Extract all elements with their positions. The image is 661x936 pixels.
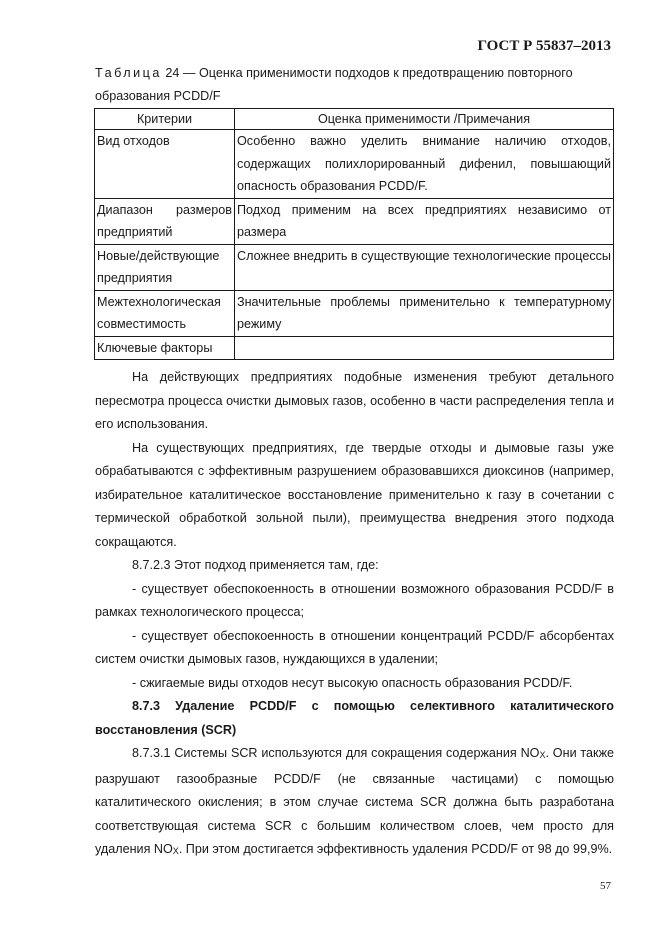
table-row (95, 336, 614, 360)
table-row (95, 244, 614, 290)
subscript: X (539, 750, 546, 760)
page-number: 57 (600, 880, 611, 892)
table-header-row (95, 109, 614, 130)
note-cell: Подход применим на всех предприятиях независимо от размера (235, 198, 614, 244)
list-item: - сжигаемые виды отходов несут высокую опасность образования PCDD/F. (132, 675, 573, 690)
paragraph-part: . Они также разрушают газообразные PCDD/F (не связанные частицами) с помощью каталитического окисления; в этом случае система SCR должна быть разработана соответствующая система SCR с большим количеством слоев, чем просто для удаления NO (95, 746, 614, 856)
paragraph: На существующих предприятиях, где твердые отходы и дымовые газы уже обрабатываются с эффективным разрушением образовавшихся диоксинов (например, избирательное каталитическое восстановление применительно к газу в сочетании с термической обработкой зольной пыли), преимущества внедрения этого подхода сокращаются. (95, 440, 614, 549)
criterion-cell: Ключевые факторы (95, 336, 235, 360)
table-caption-prefix: Таблица (95, 66, 162, 80)
criterion-cell: Вид отходов (95, 130, 235, 199)
criterion-cell: Межтехнологическая совместимость (95, 290, 235, 336)
paragraph: На действующих предприятиях подобные изменения требуют детального пересмотра процесса очистки дымовых газов, особенно в части распределения тепла и его использования. (95, 370, 614, 431)
table-row (95, 290, 614, 336)
paragraph-part: 8.7.3.1 Системы SCR используются для сокращения содержания NO (132, 746, 540, 760)
paragraph: 8.7.2.3 Этот подход применяется там, где: (132, 558, 379, 572)
note-cell (235, 336, 614, 360)
table-row (95, 198, 614, 244)
subscript: X (172, 846, 179, 856)
paragraph (95, 742, 614, 864)
criterion-cell: Новые/действующие предприятия (95, 244, 235, 290)
paragraph-part: . При этом достигается эффективность удаления PCDD/F от 98 до 99,9%. (178, 842, 613, 856)
section-heading: 8.7.3 Удаление PCDD/F с помощью селективного каталитического восстановления (SCR) (95, 699, 614, 737)
note-cell: Сложнее внедрить в существующие технологические процессы (235, 244, 614, 290)
standard-header: ГОСТ Р 55837–2013 (477, 38, 611, 54)
column-header-assessment: Оценка применимости /Примечания (235, 109, 614, 130)
body-text (95, 366, 614, 864)
table-row (95, 130, 614, 199)
table-caption (95, 62, 613, 107)
criterion-cell: Диапазон размеров предприятий (95, 198, 235, 244)
note-cell: Особенно важно уделить внимание наличию отходов, содержащих полихлорированный дифенил, повышающий опасность образования PCDD/F. (235, 130, 614, 199)
applicability-table (94, 108, 614, 360)
list-item: - существует обеспокоенность в отношении концентраций PCDD/F абсорбентах систем очистки дымовых газов, нуждающихся в удалении; (95, 628, 614, 666)
table-caption-text: 24 — Оценка применимости подходов к предотвращению повторного образования PCDD/F (95, 66, 573, 103)
list-item: - существует обеспокоенность в отношении возможного образования PCDD/F в рамках технологического процесса; (95, 581, 614, 619)
note-cell: Значительные проблемы применительно к температурному режиму (235, 290, 614, 336)
column-header-criteria: Критерии (95, 109, 235, 130)
